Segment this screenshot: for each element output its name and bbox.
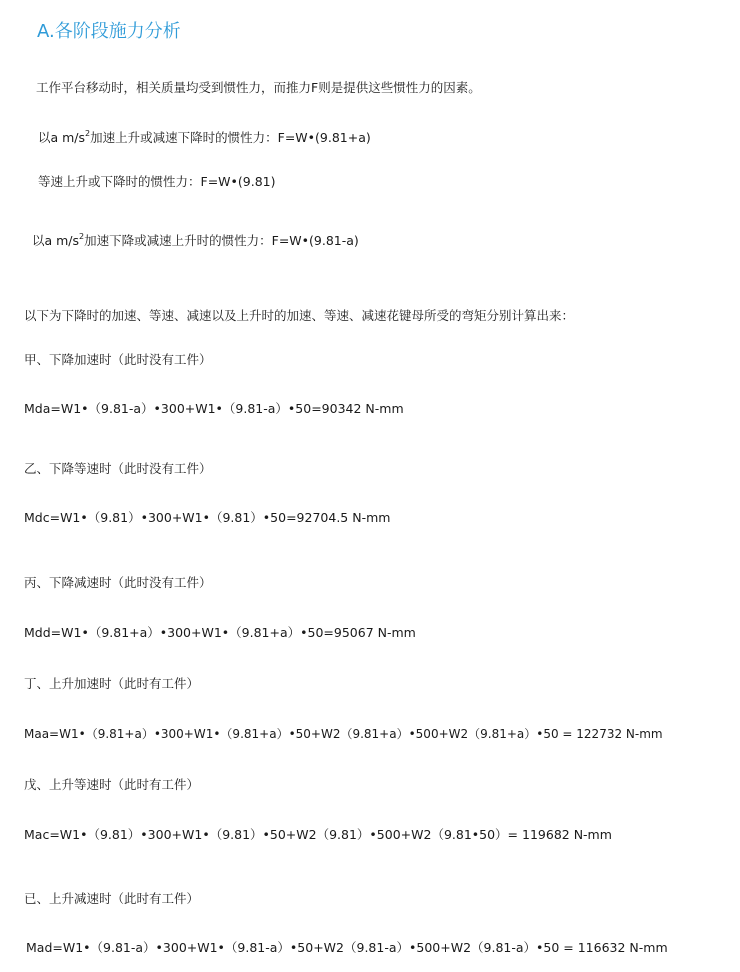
case-label: 乙、下降等速时（此时没有工件） (24, 461, 212, 476)
case-label: 已、上升减速时（此时有工件） (24, 891, 200, 906)
inertia-accel-up-prefix: 以a m/s (38, 130, 86, 145)
inertia-accel-down-line (32, 233, 359, 249)
case-label: 丙、下降减速时（此时没有工件） (24, 575, 212, 590)
inertia-accel-up-line (38, 130, 371, 146)
inertia-accel-down-suffix: 加速下降或减速上升时的惯性力：F=W•(9.81-a) (84, 233, 359, 248)
inertia-accel-down-exponent: 2 (79, 232, 85, 241)
case-formula: Mda=W1•（9.81-a）•300+W1•（9.81-a）•50=90342 N-mm (24, 401, 404, 416)
case-formula: Mad=W1•（9.81-a）•300+W1•（9.81-a）•50+W2（9.81-a）•500+W2（9.81-a）•50 = 116632 N-mm (26, 940, 668, 955)
case-label: 丁、上升加速时（此时有工件） (24, 676, 200, 691)
section-title: A.各阶段施力分析 (37, 21, 181, 42)
inertia-accel-down-prefix: 以a m/s (32, 233, 80, 248)
intro-paragraph: 工作平台移动时，相关质量均受到惯性力，而推力F则是提供这些惯性力的因素。 (36, 80, 481, 95)
case-formula: Maa=W1•（9.81+a）•300+W1•（9.81+a）•50+W2（9.81+a）•500+W2（9.81+a）•50 = 122732 N-mm (24, 727, 663, 741)
case-formula: Mdd=W1•（9.81+a）•300+W1•（9.81+a）•50=95067 N-mm (24, 625, 416, 640)
inertia-constant-line: 等速上升或下降时的惯性力：F=W•(9.81) (38, 174, 276, 189)
inertia-accel-up-exponent: 2 (85, 129, 91, 138)
inertia-accel-up-suffix: 加速上升或减速下降时的惯性力：F=W•(9.81+a) (90, 130, 371, 145)
case-label: 戊、上升等速时（此时有工件） (24, 777, 200, 792)
moments-intro: 以下为下降时的加速、等速、减速以及上升时的加速、等速、减速花键母所受的弯矩分别计算出来： (24, 308, 575, 323)
case-label: 甲、下降加速时（此时没有工件） (24, 352, 212, 367)
case-formula: Mac=W1•（9.81）•300+W1•（9.81）•50+W2（9.81）•500+W2（9.81•50）= 119682 N-mm (24, 827, 612, 842)
case-formula: Mdc=W1•（9.81）•300+W1•（9.81）•50=92704.5 N-mm (24, 510, 391, 525)
